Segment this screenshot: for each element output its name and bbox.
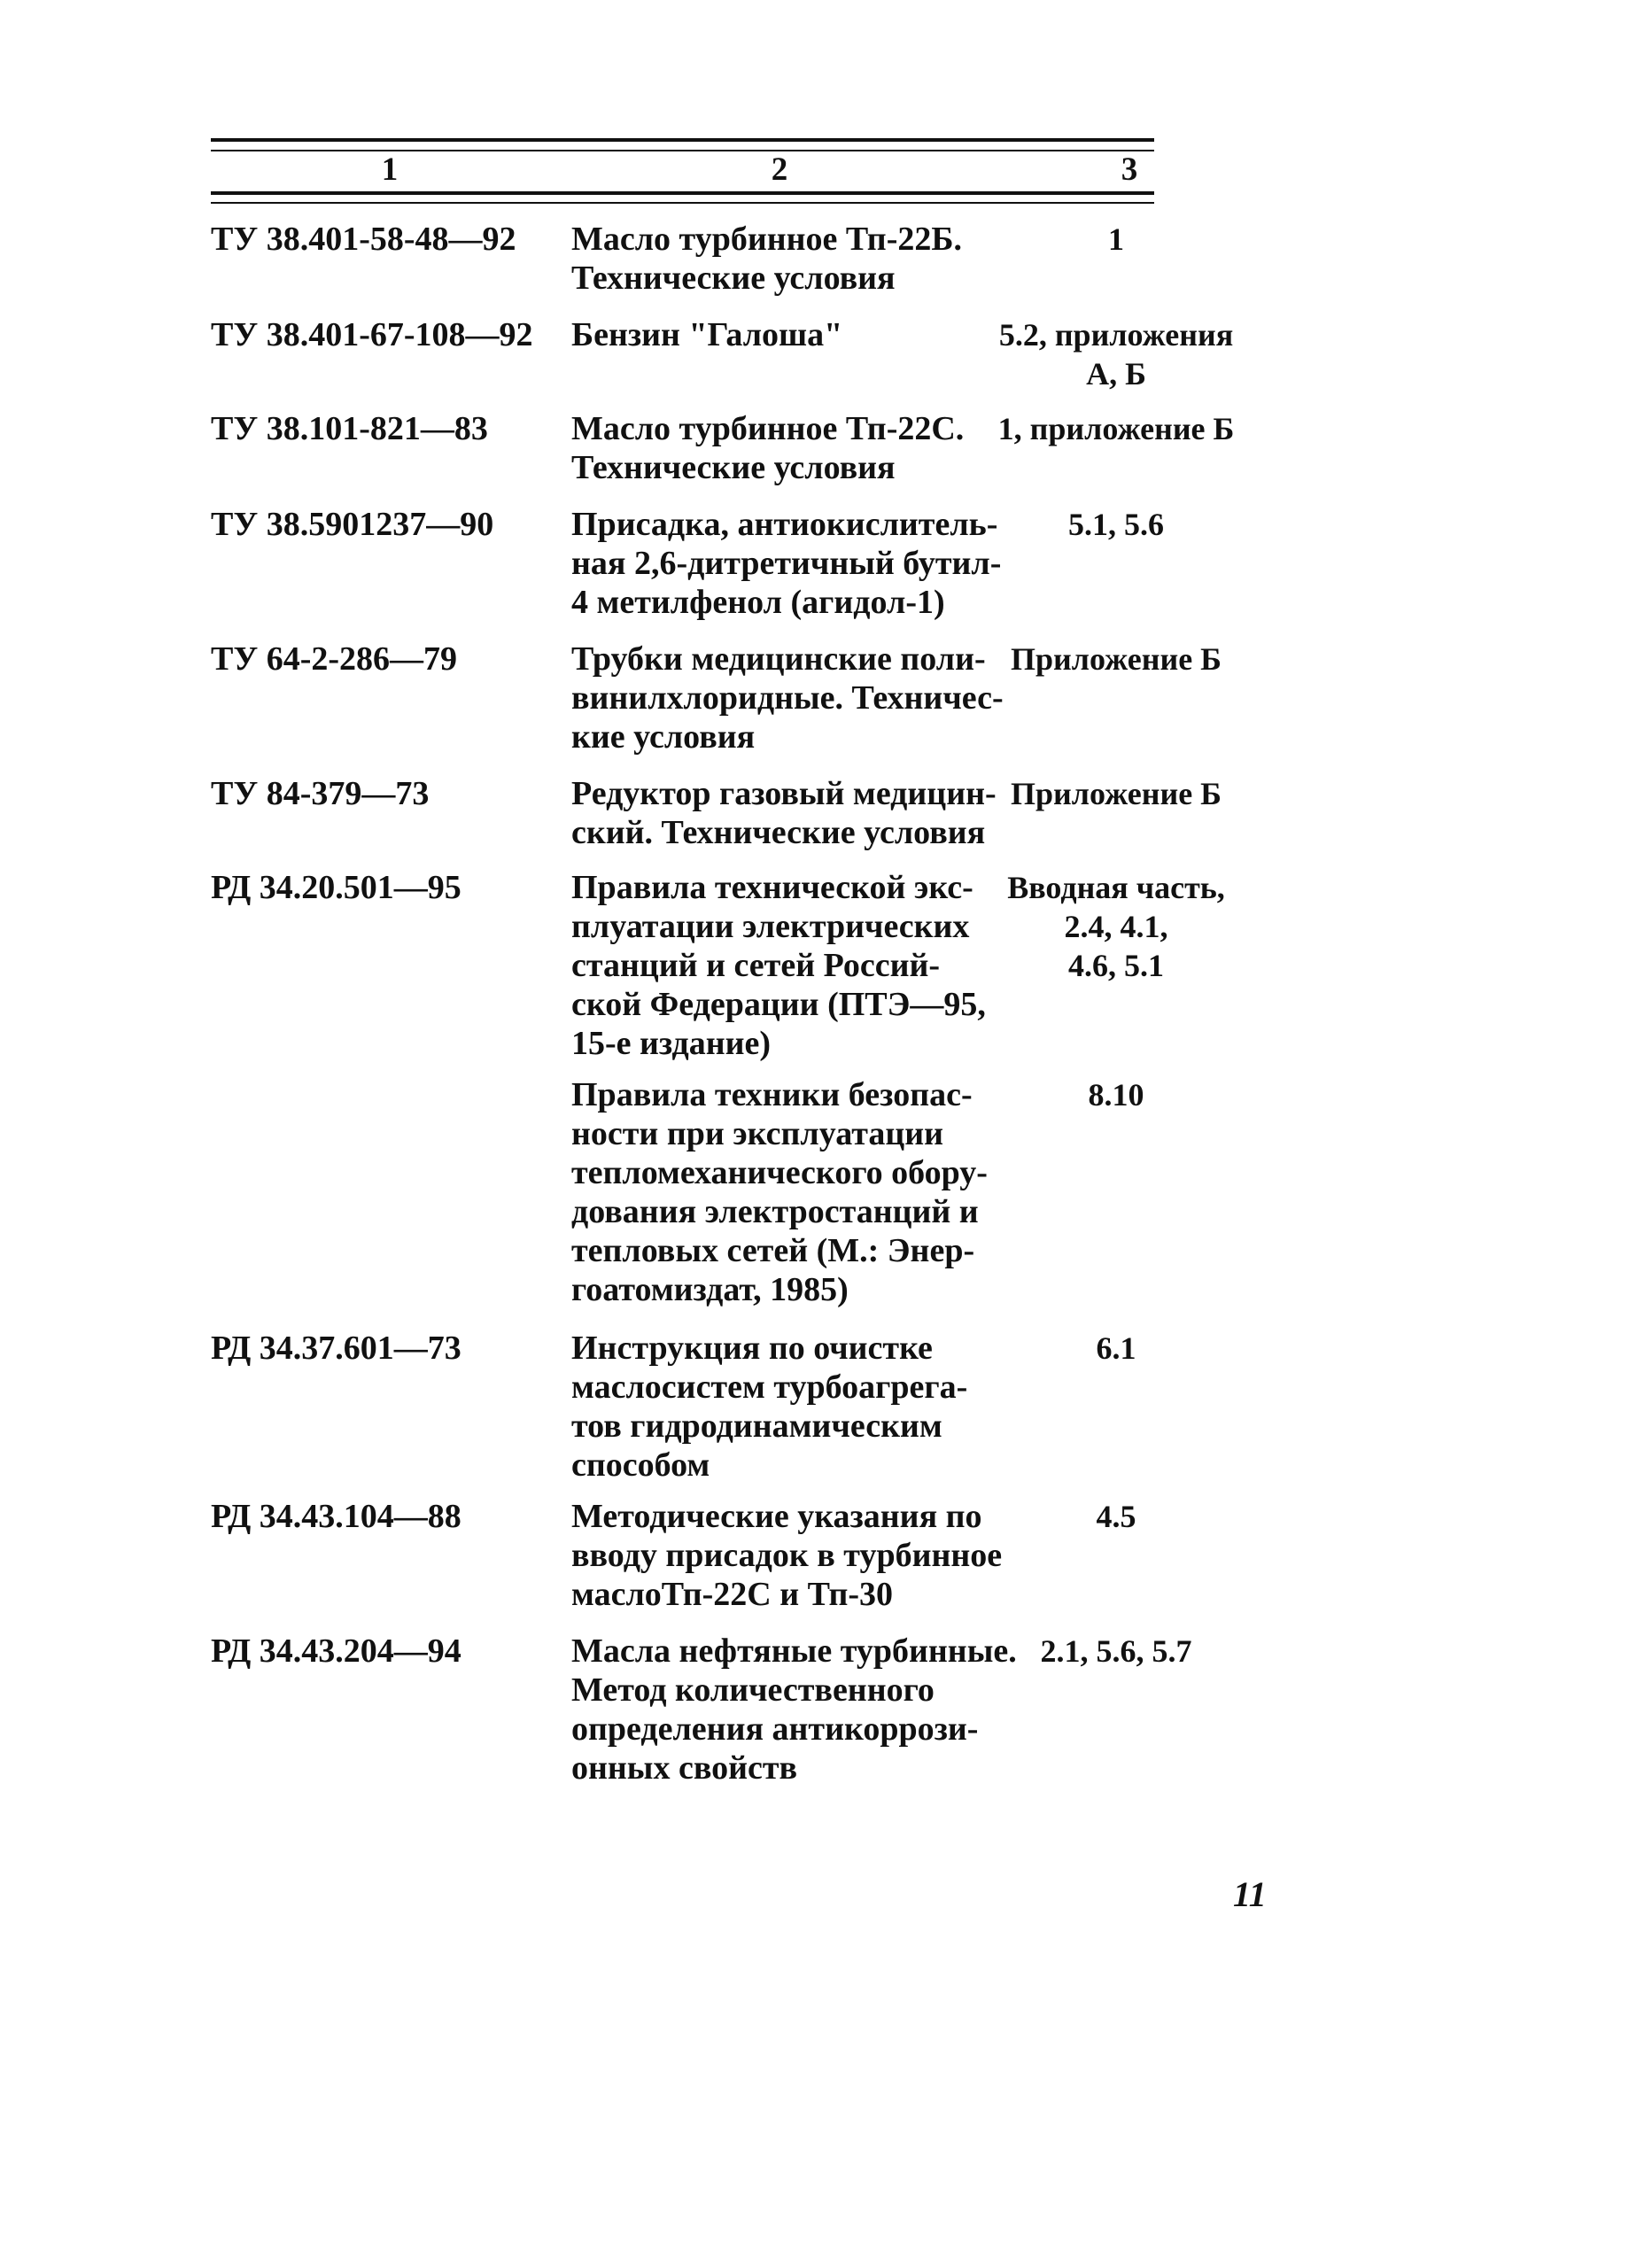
section-reference: 2.4, 4.1, xyxy=(1064,909,1168,944)
document-title-line: Масла нефтяные турбинные. xyxy=(571,1632,1017,1670)
document-title-line: Присадка, антиокислитель- xyxy=(571,506,998,543)
column-header-1: 1 xyxy=(381,151,399,188)
section-reference: 2.1, 5.6, 5.7 xyxy=(1040,1633,1192,1669)
document-title-line: Редуктор газовый медицин- xyxy=(571,775,997,812)
section-reference: 4.6, 5.1 xyxy=(1068,948,1164,983)
document-title-line: Технические условия xyxy=(571,260,896,297)
document-title-line: Правила техники безопас- xyxy=(571,1076,973,1113)
document-title-line: Трубки медицинские поли- xyxy=(571,640,986,678)
document-title-line: Технические условия xyxy=(571,449,896,486)
document-code: РД 34.43.104—88 xyxy=(211,1498,461,1535)
section-reference: Приложение Б xyxy=(1011,776,1222,811)
document-code: ТУ 38.101-821—83 xyxy=(211,410,488,447)
section-reference: 1 xyxy=(1108,221,1124,257)
document-title-line: онных свойств xyxy=(571,1749,798,1787)
document-title-line: дования электростанций и xyxy=(571,1193,979,1230)
document-code: РД 34.20.501—95 xyxy=(211,869,461,906)
document-title-line: Метод количественного xyxy=(571,1671,935,1709)
document-title-line: тепловых сетей (М.: Энер- xyxy=(571,1232,975,1269)
document-title-line: Правила технической экс- xyxy=(571,869,973,906)
document-title-line: гоатомиздат, 1985) xyxy=(571,1271,849,1308)
table-header-rule xyxy=(211,191,1154,204)
document-title-line: ности при эксплуатации xyxy=(571,1115,944,1152)
document-title-line: маслосистем турбоагрега- xyxy=(571,1369,968,1406)
document-title-line: 4 метилфенол (агидол-1) xyxy=(571,584,945,621)
document-code: ТУ 38.401-67-108—92 xyxy=(211,316,533,353)
document-title-line: ский. Технические условия xyxy=(571,814,986,851)
section-reference: 5.1, 5.6 xyxy=(1068,507,1164,542)
document-code: ТУ 84-379—73 xyxy=(211,775,430,812)
section-reference: 4.5 xyxy=(1096,1499,1136,1534)
document-title-line: 15-е издание) xyxy=(571,1025,772,1062)
document-title-line: способом xyxy=(571,1446,710,1484)
document-title-line: Масло турбинное Тп-22С. xyxy=(571,410,965,447)
document-title-line: ской Федерации (ПТЭ—95, xyxy=(571,986,986,1023)
document-title-line: плуатации электрических xyxy=(571,908,970,945)
document-title-line: ная 2,6-дитретичный бутил- xyxy=(571,545,1002,582)
column-header-2: 2 xyxy=(771,151,788,188)
document-code: ТУ 64-2-286—79 xyxy=(211,640,458,678)
document-title-line: Инструкция по очистке xyxy=(571,1330,933,1367)
document-title-line: определения антикоррози- xyxy=(571,1710,979,1748)
document-title-line: Масло турбинное Тп-22Б. xyxy=(571,221,962,258)
document-title-line: кие условия xyxy=(571,718,756,756)
page-number: 11 xyxy=(1233,1874,1267,1914)
section-reference: 6.1 xyxy=(1096,1330,1136,1366)
column-header-3: 3 xyxy=(1121,151,1138,188)
section-reference: 8.10 xyxy=(1088,1077,1144,1113)
section-reference: Приложение Б xyxy=(1011,641,1222,677)
section-reference: Вводная часть, xyxy=(1007,870,1225,905)
document-title-line: станций и сетей Россий- xyxy=(571,947,941,984)
document-code: ТУ 38.401-58-48—92 xyxy=(211,221,516,258)
section-reference: 1, приложение Б xyxy=(997,411,1235,446)
document-title-line: Методические указания по xyxy=(571,1498,982,1535)
document-title-line: вводу присадок в турбинное xyxy=(571,1537,1003,1574)
section-reference: 5.2, приложения xyxy=(998,317,1234,353)
document-code: РД 34.37.601—73 xyxy=(211,1330,461,1367)
document-title-line: Бензин "Галоша" xyxy=(571,316,843,353)
document-title-line: винилхлоридные. Техничес- xyxy=(571,679,1004,717)
document-code: РД 34.43.204—94 xyxy=(211,1632,461,1670)
section-reference: А, Б xyxy=(1086,356,1146,392)
table-top-rule xyxy=(211,138,1154,151)
document-title-line: маслоТп-22С и Тп-30 xyxy=(571,1576,894,1613)
document-title-line: тов гидродинамическим xyxy=(571,1407,942,1445)
document-title-line: тепломеханического обору- xyxy=(571,1154,988,1191)
document-code: ТУ 38.5901237—90 xyxy=(211,506,494,543)
